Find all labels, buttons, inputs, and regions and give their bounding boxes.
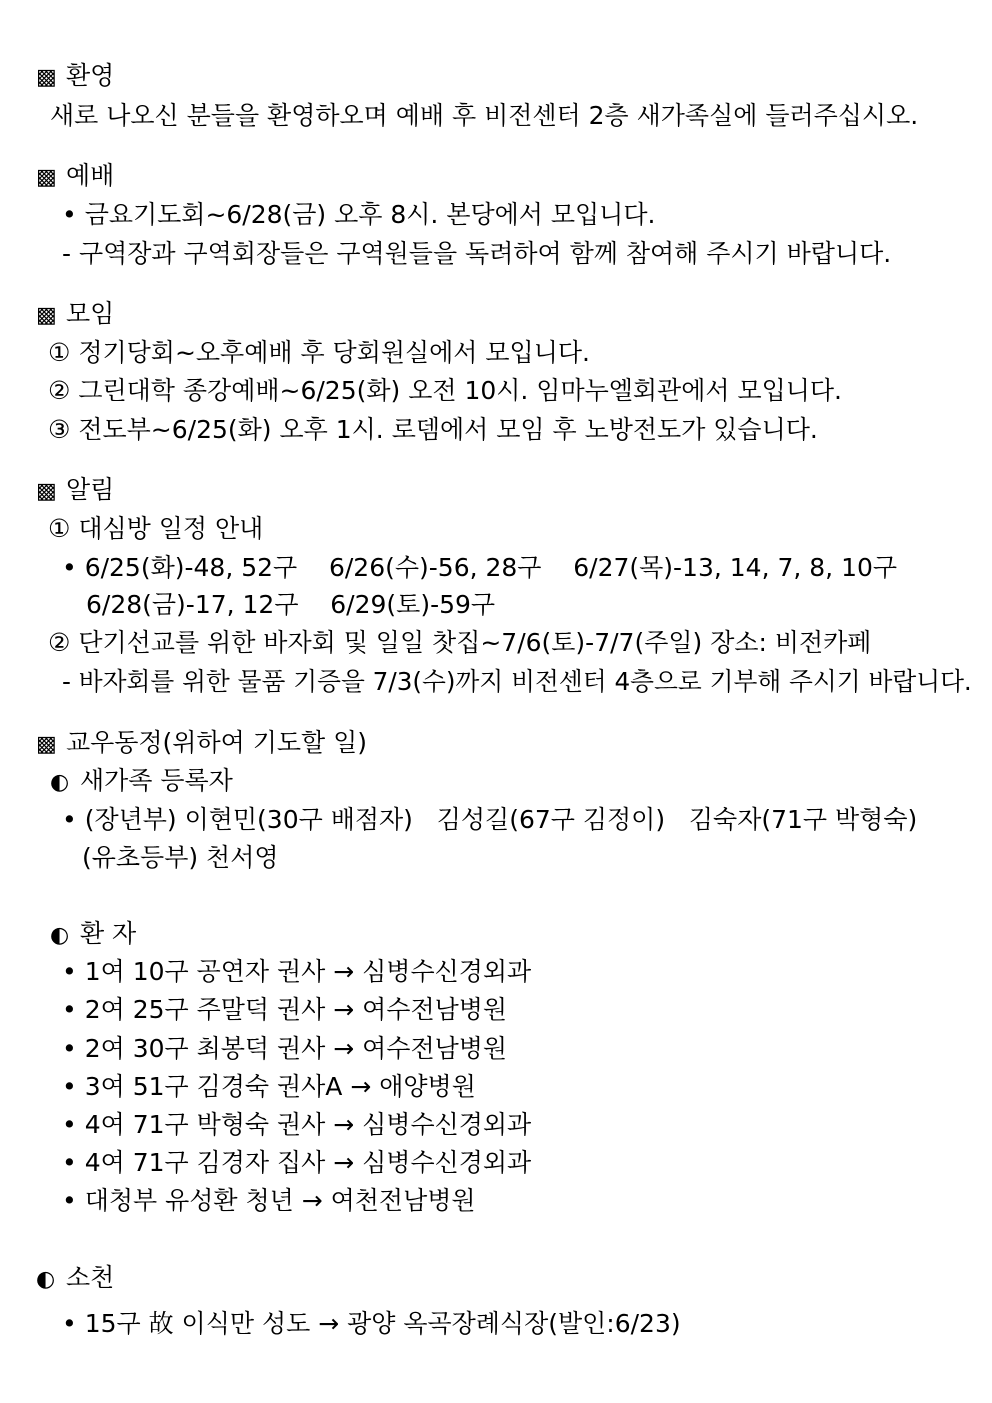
worship-item: • 금요기도회~6/28(금) 오후 8시. 본당에서 모입니다.: [62, 200, 656, 229]
worship-heading: [36, 161, 114, 193]
newcomers-line: • (장년부) 이현민(30구 배점자) 김성길(67구 김정이) 김숙자(71구 박형숙): [62, 805, 918, 834]
patient-item: • 대청부 유성환 청년 → 여천전남병원: [62, 1186, 476, 1215]
patients-heading: [50, 919, 136, 951]
worship-title: 예배: [65, 161, 115, 190]
welcome-heading: [36, 61, 114, 93]
patient-item: • 4여 71구 박형숙 권사 → 심병수신경외과: [62, 1110, 532, 1139]
newcomers-heading: [50, 766, 233, 798]
visitation-schedule-line: • 6/25(화)-48, 52구 6/26(수)-56, 28구 6/27(목)-13, 14, 7, 8, 10구: [62, 553, 898, 582]
meeting-title: 모임: [65, 299, 115, 328]
funeral-heading: [36, 1263, 114, 1295]
notice-item-visitation: ① 대심방 일정 안내: [48, 514, 264, 543]
patient-item: • 3여 51구 김경숙 권사A → 애양병원: [62, 1072, 476, 1101]
meeting-item: ② 그린대학 종강예배~6/25(화) 오전 10시. 임마누엘회관에서 모입니다.: [48, 376, 842, 405]
square-bullet-icon: ▩: [36, 303, 57, 328]
welcome-title: 환영: [65, 61, 115, 90]
meeting-item: ① 정기당회~오후예배 후 당회원실에서 모입니다.: [48, 338, 590, 367]
members-heading: [36, 728, 367, 760]
funeral-title: 소천: [65, 1263, 115, 1292]
members-title: 교우동정(위하여 기도할 일): [65, 728, 368, 757]
bazaar-note: - 바자회를 위한 물품 기증을 7/3(수)까지 비전센터 4층으로 기부해 주시기 바랍니다.: [62, 667, 972, 696]
patient-item: • 1여 10구 공연자 권사 → 심병수신경외과: [62, 957, 532, 986]
worship-note: - 구역장과 구역회장들은 구역원들을 독려하여 함께 참여해 주시기 바랍니다.: [62, 239, 892, 268]
square-bullet-icon: ▩: [36, 65, 57, 90]
meeting-heading: [36, 299, 114, 331]
notice-item-bazaar: ② 단기선교를 위한 바자회 및 일일 찻집~7/6(토)-7/7(주일) 장소: 비전카페: [48, 628, 872, 657]
square-bullet-icon: ▩: [36, 732, 57, 757]
patients-title: 환 자: [79, 919, 137, 948]
square-bullet-icon: ▩: [36, 479, 57, 504]
funeral-item: • 15구 故 이식만 성도 → 광양 옥곡장례식장(발인:6/23): [62, 1309, 681, 1338]
meeting-item: ③ 전도부~6/25(화) 오후 1시. 로뎀에서 모임 후 노방전도가 있습니다.: [48, 415, 818, 444]
half-circle-icon: ◐: [50, 770, 70, 795]
patient-item: • 2여 25구 주말덕 권사 → 여수전남병원: [62, 995, 508, 1024]
half-circle-icon: ◐: [50, 923, 70, 948]
patient-item: • 4여 71구 김경자 집사 → 심병수신경외과: [62, 1148, 532, 1177]
visitation-schedule-line: 6/28(금)-17, 12구 6/29(토)-59구: [86, 590, 496, 619]
newcomers-line: (유초등부) 천서영: [82, 843, 279, 872]
notice-heading: [36, 475, 114, 507]
newcomers-title: 새가족 등록자: [79, 766, 233, 795]
patient-item: • 2여 30구 최봉덕 권사 → 여수전남병원: [62, 1034, 508, 1063]
half-circle-icon: ◐: [36, 1267, 56, 1292]
square-bullet-icon: ▩: [36, 165, 57, 190]
notice-title: 알림: [65, 475, 115, 504]
welcome-text: 새로 나오신 분들을 환영하오며 예배 후 비전센터 2층 새가족실에 들러주십시오.: [50, 101, 919, 130]
